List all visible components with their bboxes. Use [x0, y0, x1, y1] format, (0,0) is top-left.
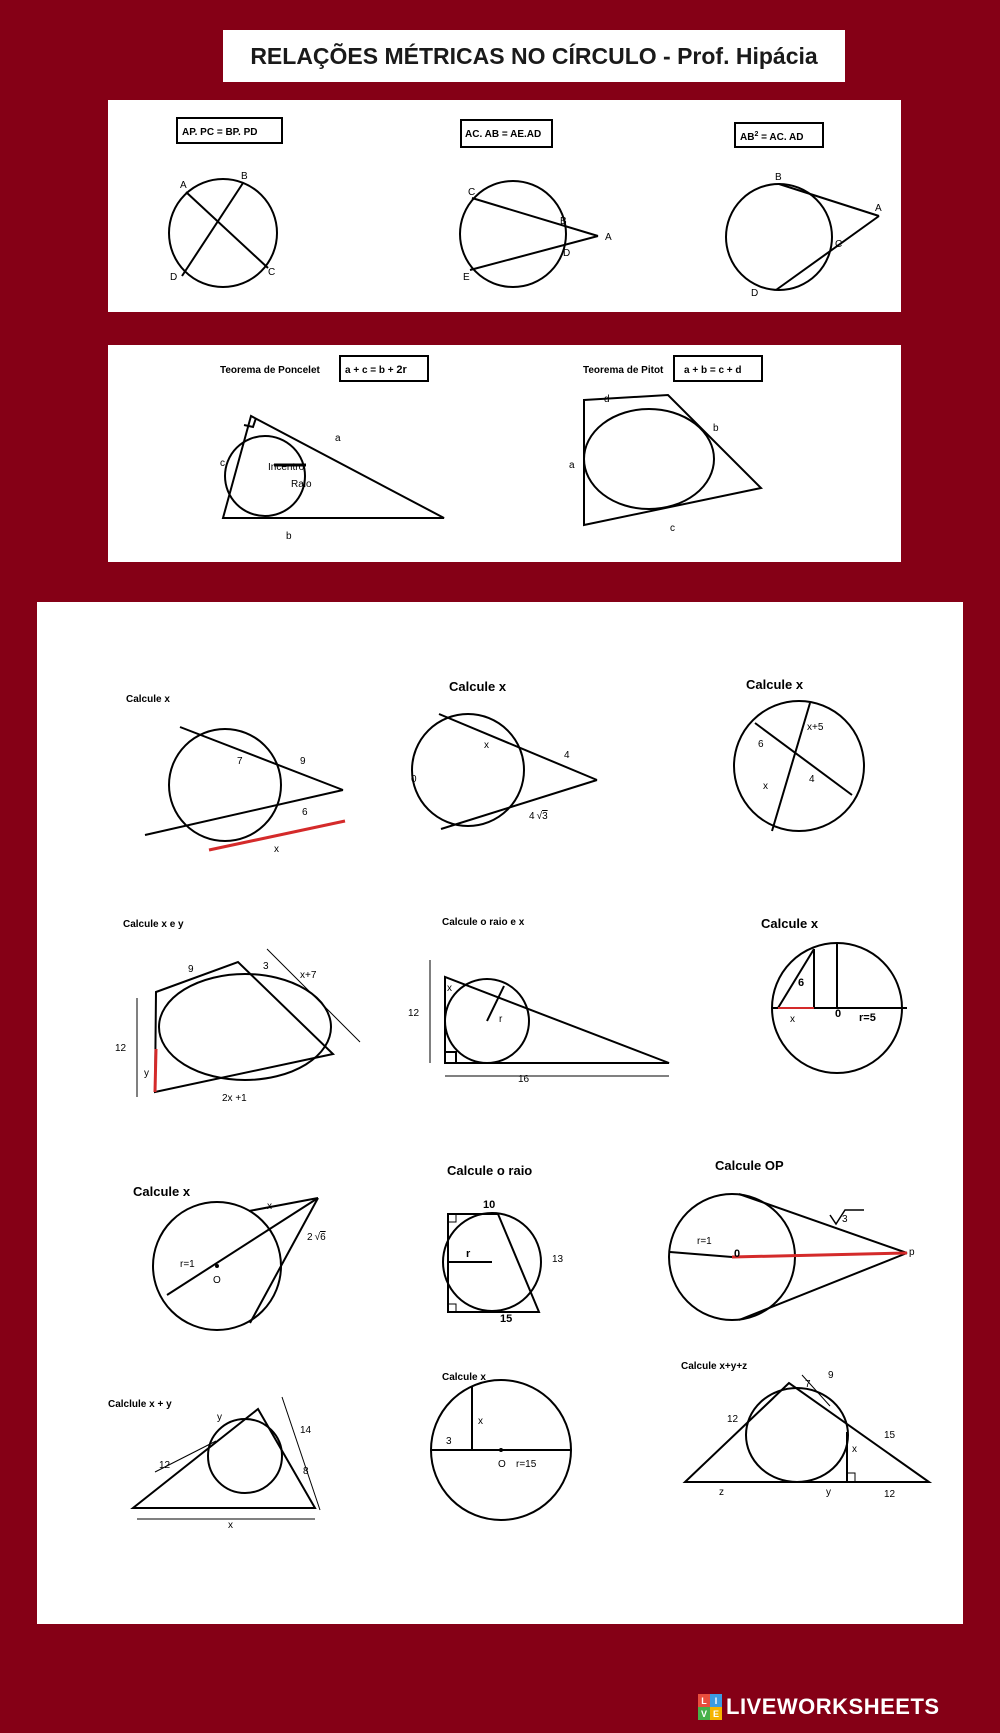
line-shape — [470, 236, 598, 270]
title-box — [223, 30, 845, 82]
circle-shape — [208, 1419, 282, 1493]
ex12-12b: 12 — [884, 1489, 896, 1500]
exercise-6-title: Calcule x — [761, 916, 819, 931]
side-label-b2: b — [713, 423, 719, 434]
poncelet-formula: a + c = b + 2r — [345, 364, 407, 376]
polygon-shape — [223, 416, 444, 518]
brand-icon — [698, 1694, 722, 1720]
ex5-r: r — [499, 1014, 503, 1025]
point-D3: D — [751, 288, 759, 299]
point-C: C — [268, 267, 276, 278]
point-A2: A — [605, 232, 612, 243]
tangent-secant-diagram — [726, 184, 879, 290]
ex10-12: 12 — [159, 1460, 171, 1471]
ex2-x: x — [484, 740, 489, 751]
ex9-r1: r=1 — [697, 1236, 712, 1247]
point-A3: A — [875, 203, 882, 214]
circle-shape — [169, 729, 281, 841]
ex4-y: y — [144, 1068, 149, 1079]
rect-shape — [448, 1304, 456, 1312]
exercise-2 — [411, 679, 597, 829]
brand-icon-L: L — [698, 1694, 710, 1707]
ex3-x: x — [763, 781, 768, 792]
ex5-16: 16 — [518, 1074, 530, 1085]
ex8-13: 13 — [552, 1254, 564, 1265]
line-shape — [670, 1252, 732, 1257]
exercise-11-title: Calcule x — [442, 1372, 486, 1383]
g-shape — [153, 1198, 318, 1330]
circle-shape — [734, 701, 864, 831]
g-shape — [133, 1397, 320, 1519]
line-shape — [779, 184, 879, 216]
page-title: RELAÇÕES MÉTRICAS NO CÍRCULO - Prof. Hipácia — [250, 42, 818, 69]
line-shape — [180, 727, 343, 790]
ex11-O: O — [498, 1459, 506, 1470]
exercises-panel — [37, 602, 963, 1624]
ex1-7: 7 — [237, 756, 243, 767]
incentro-label: Incentro — [268, 462, 305, 473]
brand-icon-E: E — [710, 1707, 722, 1720]
point-B2: B — [560, 216, 567, 227]
point-D: D — [170, 272, 178, 283]
side-label-c2: c — [670, 523, 675, 534]
exercise-10-title: Calclule x + y — [108, 1399, 172, 1410]
line-shape — [250, 1198, 318, 1323]
ellipse-shape — [746, 1388, 848, 1482]
ex7-2root6: 2 √6 — [307, 1232, 326, 1243]
exercise-12-title: Calcule x+y+z — [681, 1361, 748, 1372]
polygon-shape — [155, 962, 333, 1092]
circle-shape — [726, 184, 832, 290]
g-shape — [412, 714, 597, 829]
ex8-r: r — [466, 1248, 471, 1260]
center-O-11 — [499, 1448, 503, 1452]
ex7-O: O — [213, 1275, 221, 1286]
point-A: A — [180, 180, 187, 191]
polygon-shape — [445, 977, 669, 1063]
exercise-11 — [431, 1372, 571, 1520]
side-label-b: b — [286, 531, 292, 542]
ex7-x: x — [267, 1201, 272, 1212]
exercise-6 — [761, 916, 907, 1073]
ex12-z: z — [719, 1487, 724, 1498]
ex6-x: x — [790, 1014, 795, 1025]
exercise-7 — [133, 1184, 326, 1330]
g-shape — [145, 727, 343, 841]
brand-icon-V: V — [698, 1707, 710, 1720]
red-segment-OP — [732, 1253, 907, 1257]
exercise-9-title: Calcule OP — [715, 1158, 784, 1173]
exercise-12 — [681, 1361, 929, 1500]
line-shape — [167, 1198, 318, 1295]
ex8-15: 15 — [500, 1313, 513, 1325]
ex1-6: 6 — [302, 807, 308, 818]
point-C3: C — [835, 239, 843, 250]
exercise-9 — [669, 1158, 915, 1320]
line-shape — [755, 723, 852, 795]
ex9-root3: 3 — [842, 1214, 848, 1225]
ex7-r1: r=1 — [180, 1259, 195, 1270]
exercise-3 — [734, 677, 864, 831]
point-C2: C — [468, 187, 476, 198]
ex12-y: y — [826, 1487, 831, 1498]
exercise-5-title: Calcule o raio e x — [442, 917, 525, 928]
exercise-8 — [443, 1163, 564, 1325]
point-B3: B — [775, 172, 782, 183]
circle-shape — [460, 181, 566, 287]
ex3-4: 4 — [809, 774, 815, 785]
ex4-3: 3 — [263, 961, 269, 972]
polygon-shape — [133, 1409, 315, 1508]
exercise-4-title: Calcule x e y — [123, 919, 184, 930]
side-label-c: c — [220, 458, 225, 469]
poncelet-title: Teorema de Poncelet — [220, 365, 320, 376]
ex11-r15: r=15 — [516, 1459, 537, 1470]
line-shape — [472, 198, 598, 236]
point-E2: E — [463, 272, 470, 283]
ex4-9: 9 — [188, 964, 194, 975]
theorems-panel — [108, 345, 901, 562]
formula-1: AP. PC = BP. PD — [182, 127, 258, 138]
ellipse-shape — [584, 409, 714, 509]
g-shape — [430, 960, 669, 1076]
rect-shape — [847, 1473, 855, 1482]
ex4-x7: x+7 — [300, 970, 317, 981]
exercise-2-title: Calcule x — [449, 679, 507, 694]
ex10-8: 8 — [303, 1466, 309, 1477]
exercise-3-title: Calcule x — [746, 677, 804, 692]
line-shape — [739, 1194, 907, 1253]
secants-diagram — [460, 181, 598, 287]
red-segment-y — [155, 1049, 156, 1092]
side-label-a2: a — [569, 460, 575, 471]
point-D2: D — [563, 248, 571, 259]
ex1-9: 9 — [300, 756, 306, 767]
g-shape — [734, 701, 864, 831]
ex6-r5: r=5 — [859, 1012, 876, 1024]
ex10-14: 14 — [300, 1425, 312, 1436]
brand-text: LIVEWORKSHEETS — [726, 1694, 940, 1719]
ex5-12: 12 — [408, 1008, 420, 1019]
line-shape — [441, 780, 597, 829]
ex10-x: x — [228, 1520, 233, 1531]
ex12-9: 9 — [828, 1370, 834, 1381]
ex2-zero: 0 — [411, 774, 417, 785]
ex3-6: 6 — [758, 739, 764, 750]
line-shape — [776, 216, 879, 290]
exercise-10 — [108, 1397, 320, 1531]
exercise-7-title: Calcule x — [133, 1184, 191, 1199]
pitot-formula: a + b = c + d — [684, 365, 742, 376]
exercise-4 — [115, 919, 360, 1104]
formula-3: $AB^2$ = AC. AD — [740, 131, 804, 143]
ex8-10: 10 — [483, 1199, 496, 1211]
liveworksheets-logo — [698, 1694, 940, 1720]
ex9-0: 0 — [734, 1248, 741, 1260]
rect-shape — [445, 1052, 456, 1063]
line-shape — [267, 949, 360, 1042]
line-shape — [282, 1397, 320, 1510]
line-shape — [739, 1253, 907, 1320]
ex2-4root3: 4 √3 — [529, 811, 548, 822]
side-label-d: d — [604, 394, 610, 405]
ex9-p: p — [909, 1247, 915, 1258]
ex1-x: x — [274, 844, 279, 855]
pitot-title: Teorema de Pitot — [583, 365, 664, 376]
g-shape — [137, 949, 360, 1097]
raio-label: Raio — [291, 479, 312, 490]
g-shape — [685, 1375, 929, 1482]
ex12-15: 15 — [884, 1430, 896, 1441]
point-B: B — [241, 171, 248, 182]
ex6-6: 6 — [798, 977, 805, 989]
ex5-x: x — [447, 983, 452, 994]
ex4-12: 12 — [115, 1043, 127, 1054]
exercise-1 — [126, 694, 345, 855]
pitot-quadrilateral — [584, 395, 761, 525]
line-shape — [772, 703, 810, 831]
ex12-x: x — [852, 1444, 857, 1455]
circle-shape — [225, 436, 305, 516]
ex6-0: 0 — [835, 1008, 842, 1020]
formula-2: AC. AB = AE.AD — [465, 129, 542, 140]
ex12-7: 7 — [805, 1379, 811, 1390]
ex10-y: y — [217, 1412, 222, 1423]
ex4-2x1: 2x +1 — [222, 1093, 247, 1104]
ex3-x5: x+5 — [807, 722, 824, 733]
exercise-5 — [408, 917, 669, 1085]
center-O-7 — [215, 1264, 219, 1268]
g-shape — [443, 1213, 541, 1312]
brand-icon-I: I — [710, 1694, 722, 1707]
line-shape — [439, 714, 597, 780]
formulas-panel — [108, 100, 901, 312]
line-shape — [186, 192, 268, 268]
side-label-a: a — [335, 433, 341, 444]
line-shape — [693, 1398, 774, 1474]
exercise-8-title: Calcule o raio — [447, 1163, 533, 1178]
exercise-1-title: Calcule x — [126, 694, 170, 705]
ex11-3: 3 — [446, 1436, 452, 1447]
poncelet-triangle — [223, 416, 444, 518]
ex11-x: x — [478, 1416, 483, 1427]
rect-shape — [448, 1214, 456, 1222]
ex2-4: 4 — [564, 750, 570, 761]
chords-diagram — [169, 179, 277, 287]
ex12-12a: 12 — [727, 1414, 739, 1425]
